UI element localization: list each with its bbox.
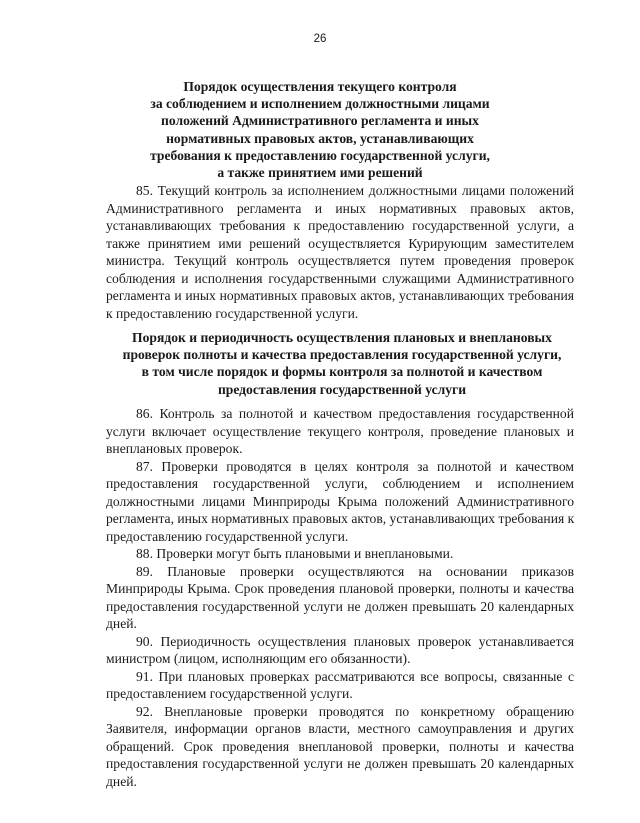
section-body-current-control xyxy=(106,182,574,322)
paragraph-92 xyxy=(106,703,574,791)
text-line: услуги включает осуществление текущего контроля, проведение плановых и xyxy=(106,423,574,439)
text-line: внеплановых проверок. xyxy=(106,441,243,456)
page-number: 26 xyxy=(313,33,327,45)
heading-line: а также принятием ими решений xyxy=(217,165,423,181)
text-line: 92. Внеплановые проверки проводятся по конкретному обращению xyxy=(136,703,574,719)
paragraph-87 xyxy=(106,458,574,546)
text-line: Заявителя, информации органов власти, местного самоуправления и других xyxy=(106,721,574,736)
heading-line: Порядок осуществления текущего контроля xyxy=(183,79,457,94)
text-line: устанавливающих требования к предоставлению государственной услуги, а xyxy=(106,218,574,233)
text-line: министром (лицом, исполняющим его обязанности). xyxy=(106,651,411,666)
text-line: дней. xyxy=(106,773,137,789)
text-line: также принятием ими решений осуществляется Курирующим заместителем xyxy=(106,235,574,251)
section-heading-current-control xyxy=(120,78,520,181)
heading-line: проверок полноты и качества предоставления государственной услуги, xyxy=(122,347,562,363)
paragraph-88 xyxy=(106,545,574,563)
heading-line: нормативных правовых актов, устанавливающих xyxy=(166,130,474,146)
heading-line: Порядок и периодичность осуществления плановых и внеплановых xyxy=(132,330,552,345)
text-line: обращений. Срок проведения внеплановой проверки, полноты и качества xyxy=(106,738,574,754)
heading-line: в том числе порядок и формы контроля за полнотой и качеством xyxy=(141,364,543,380)
text-line: министра. Текущий контроль осуществляется путем проведения проверок xyxy=(106,253,574,268)
text-line: регламента и иных нормативных правовых актов, устанавливающих требования xyxy=(106,288,574,303)
text-line: 89. Плановые проверки осуществляются на основании приказов xyxy=(136,563,574,579)
heading-line: предоставления государственной услуги xyxy=(217,381,467,397)
text-line: Минприроды Крыма. Срок проведения плановой проверки, полноты и качества xyxy=(106,581,574,596)
text-line: предоставления государственной услуги не должен превышать 20 календарных xyxy=(106,598,574,614)
text-line: регламента, иных нормативных правовых актов, устанавливающих требования к xyxy=(106,511,575,526)
text-line: соблюдения и исполнения государственными служащими Административного xyxy=(106,270,574,286)
paragraph-91 xyxy=(106,668,574,703)
text-line: предоставления государственной услуги не должен превышать 20 календарных xyxy=(106,756,574,771)
section-body-inspections xyxy=(106,405,574,790)
text-line: должностными лицами Минприроды Крыма положений Административного xyxy=(106,493,574,509)
text-line: 85. Текущий контроль за исполнением должностными лицами положений xyxy=(136,183,574,198)
text-line: Административного регламента и иных нормативных правовых актов, xyxy=(106,200,574,216)
text-line: 91. При плановых проверках рассматриваются все вопросы, связанные с xyxy=(136,668,574,684)
text-line: предоставления государственной услуги, соблюдением и исполнением xyxy=(106,476,574,491)
text-line: предоставлению государственной услуги. xyxy=(106,528,349,544)
section-heading-inspections xyxy=(112,329,572,398)
text-line: 87. Проверки проводятся в целях контроля за полнотой и качеством xyxy=(136,458,574,474)
text-line: дней. xyxy=(106,616,137,631)
heading-line: требования к предоставлению государственной услуги, xyxy=(150,147,490,163)
text-line: 86. Контроль за полнотой и качеством предоставления государственной xyxy=(136,406,574,421)
heading-line: за соблюдением и исполнением должностными лицами xyxy=(150,96,490,112)
heading-line: положений Административного регламента и иных xyxy=(161,113,479,129)
paragraph-86 xyxy=(106,405,574,458)
text-line: 90. Периодичность осуществления плановых проверок устанавливается xyxy=(136,633,574,649)
paragraph-89 xyxy=(106,563,574,633)
paragraph-90 xyxy=(106,633,574,668)
text-line: 88. Проверки могут быть плановыми и внеплановыми. xyxy=(136,546,454,561)
paragraph-85 xyxy=(106,182,574,322)
text-line: предоставлением государственной услуги. xyxy=(106,686,353,701)
text-line: к предоставлению государственной услуги. xyxy=(106,305,359,321)
